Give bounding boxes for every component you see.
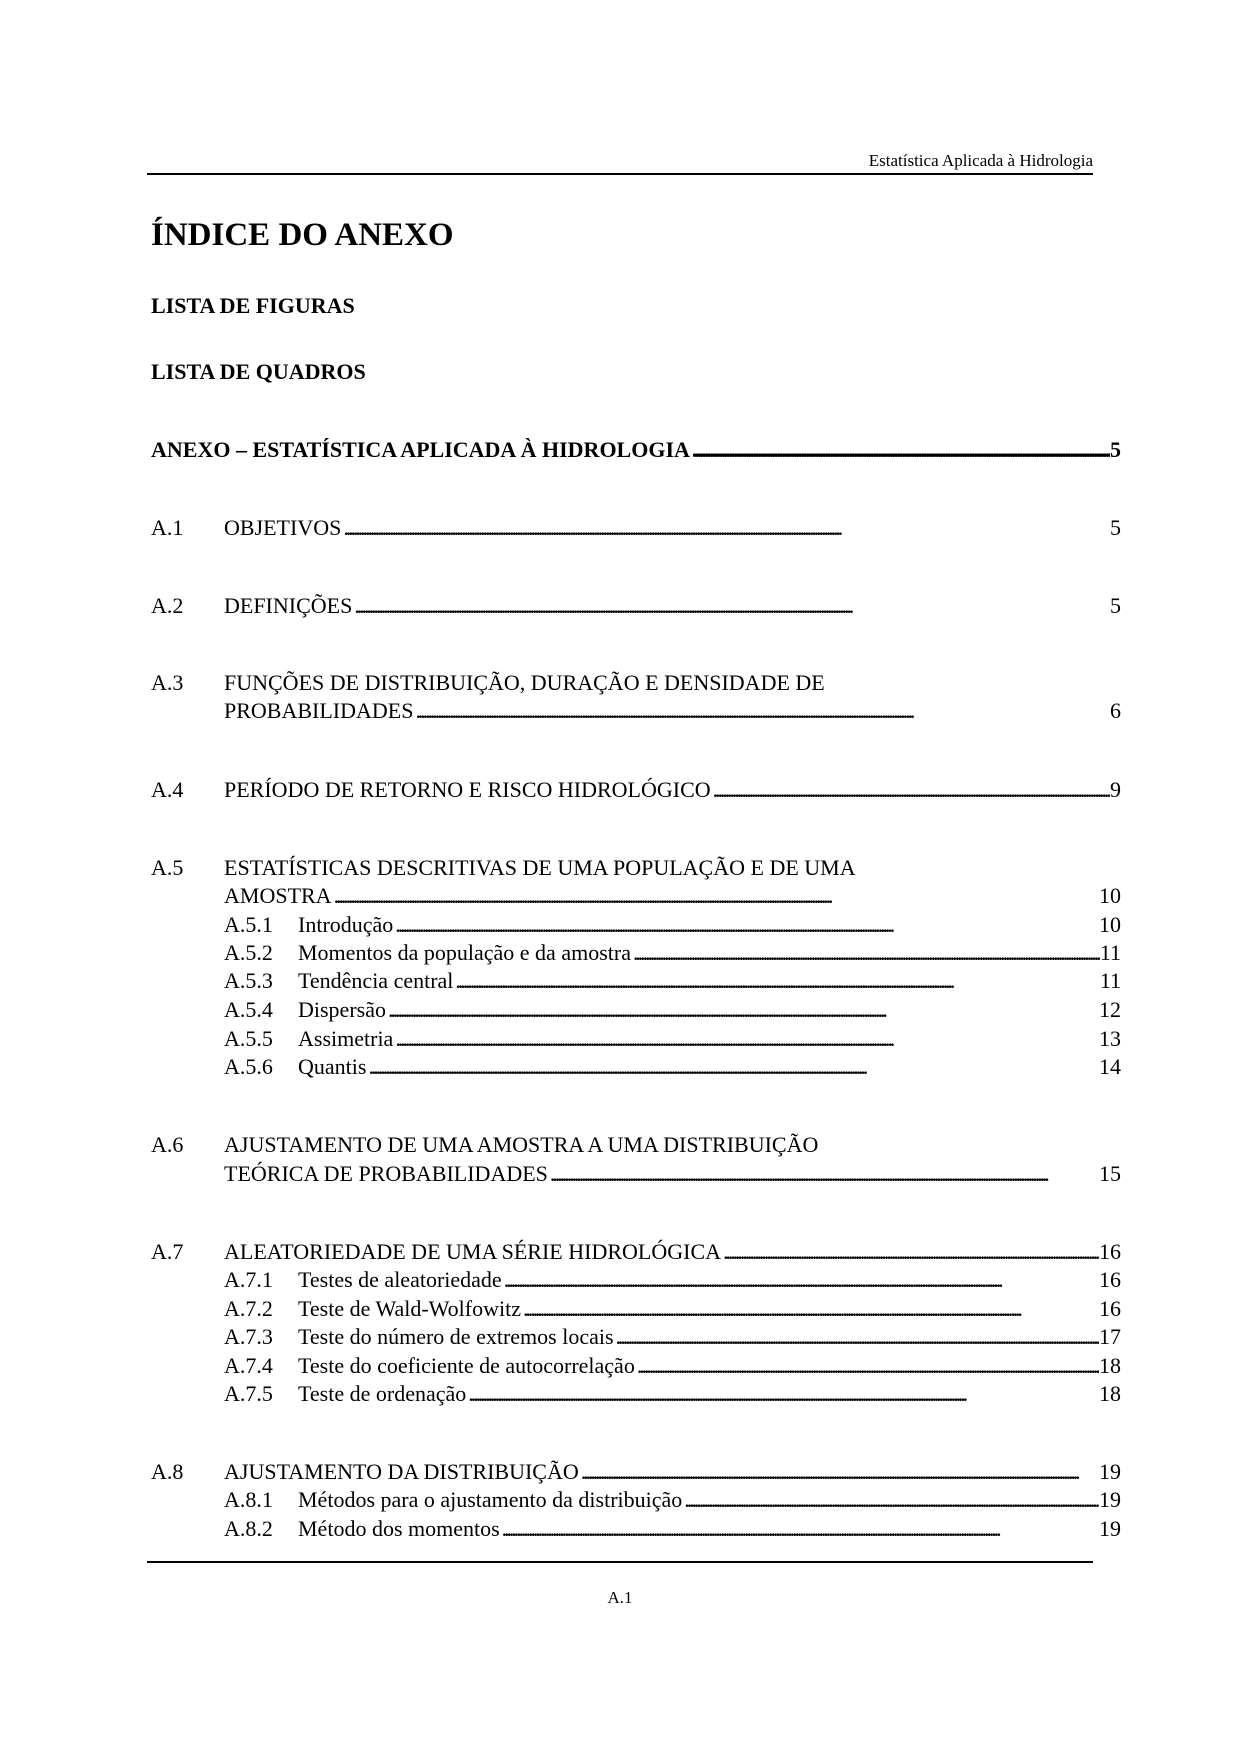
dot-leader (393, 911, 1099, 939)
dot-leader (341, 514, 1110, 542)
toc-subentry-title: Métodos para o ajustamento da distribuição (298, 1487, 683, 1512)
toc-subsection-code: A.7.4 (224, 1353, 273, 1378)
dot-leader (614, 1323, 1099, 1351)
toc-subentry-page: 16 (1099, 1267, 1121, 1292)
toc-subsection-code: A.7.2 (224, 1296, 273, 1321)
toc-subentry-a7-2[interactable] (298, 1295, 1121, 1323)
toc-entry-a3[interactable] (224, 697, 1121, 725)
dot-leader (721, 1238, 1099, 1266)
toc-entry-title: AJUSTAMENTO DA DISTRIBUIÇÃO (224, 1459, 579, 1484)
toc-subentry-page: 11 (1099, 940, 1121, 965)
dot-leader (352, 592, 1110, 620)
toc-subentry-a5-4[interactable] (298, 996, 1121, 1024)
toc-subentry-title: Método dos momentos (298, 1516, 500, 1541)
toc-subentry-page: 17 (1099, 1324, 1121, 1349)
toc-subsection-code: A.7.1 (224, 1267, 273, 1292)
toc-subentry-page: 13 (1099, 1026, 1121, 1051)
toc-entry-title: DEFINIÇÕES (224, 593, 353, 618)
toc-entry-a5[interactable] (224, 882, 1121, 910)
toc-section-code: A.2 (151, 593, 184, 618)
toc-entry-title: TEÓRICA DE PROBABILIDADES (224, 1161, 548, 1186)
dot-leader (521, 1295, 1099, 1323)
toc-subentry-page: 14 (1099, 1054, 1121, 1079)
running-header: Estatística Aplicada à Hidrologia (868, 151, 1093, 170)
toc-subentry-a8-2[interactable] (298, 1515, 1121, 1543)
toc-subsection-code: A.7.3 (224, 1324, 273, 1349)
toc-subentry-a5-2[interactable] (298, 939, 1121, 967)
toc-subentry-a7-5[interactable] (298, 1380, 1121, 1408)
toc-entry-title-line1[interactable]: FUNÇÕES DE DISTRIBUIÇÃO, DURAÇÃO E DENSIDADE DE (224, 670, 825, 695)
dot-leader (711, 776, 1110, 804)
header-rule (147, 173, 1093, 175)
toc-subentry-page: 12 (1099, 997, 1121, 1022)
toc-entry-a8[interactable] (224, 1458, 1121, 1486)
dot-leader (453, 967, 1099, 995)
toc-subentry-title: Teste do número de extremos locais (298, 1324, 614, 1349)
toc-subentry-a7-1[interactable] (298, 1266, 1121, 1294)
toc-subsection-code: A.5.1 (224, 912, 273, 937)
toc-subentry-page: 16 (1099, 1296, 1121, 1321)
toc-entry-page: 5 (1110, 593, 1121, 618)
toc-subsection-code: A.8.1 (224, 1487, 273, 1512)
toc-entry-page: 19 (1099, 1459, 1121, 1484)
toc-subentry-a5-1[interactable] (298, 911, 1121, 939)
toc-section-code: A.8 (151, 1459, 184, 1484)
page-title: ÍNDICE DO ANEXO (151, 217, 454, 253)
list-of-figures-heading: LISTA DE FIGURAS (151, 293, 355, 318)
dot-leader (386, 996, 1099, 1024)
toc-entry-title: PERÍODO DE RETORNO E RISCO HIDROLÓGICO (224, 777, 711, 802)
dot-leader (579, 1458, 1099, 1486)
toc-section-code: A.3 (151, 670, 184, 695)
toc-subsection-code: A.8.2 (224, 1516, 273, 1541)
toc-subentry-title: Introdução (298, 912, 394, 937)
toc-entry-page: 16 (1099, 1239, 1121, 1264)
dot-leader (690, 436, 1110, 464)
toc-subentry-a7-4[interactable] (298, 1352, 1121, 1380)
toc-subentry-page: 19 (1099, 1516, 1121, 1541)
toc-entry-page: 9 (1110, 777, 1121, 802)
toc-entry-a7[interactable] (224, 1238, 1121, 1266)
dot-leader (393, 1025, 1099, 1053)
list-of-tables-heading: LISTA DE QUADROS (151, 359, 366, 384)
toc-entry-a2[interactable] (224, 592, 1121, 620)
toc-subentry-a5-6[interactable] (298, 1053, 1121, 1081)
toc-entry-a4[interactable] (224, 776, 1121, 804)
dot-leader (631, 939, 1100, 967)
toc-annex-title: ANEXO – ESTATÍSTICA APLICADA À HIDROLOGIA (151, 437, 690, 462)
toc-subentry-a5-5[interactable] (298, 1025, 1121, 1053)
toc-subentry-page: 18 (1099, 1353, 1121, 1378)
toc-subentry-title: Quantis (298, 1054, 367, 1079)
toc-subsection-code: A.5.4 (224, 997, 273, 1022)
toc-entry-a6[interactable] (224, 1160, 1121, 1188)
toc-section-code: A.1 (151, 515, 184, 540)
dot-leader (502, 1266, 1099, 1294)
toc-section-code: A.5 (151, 855, 184, 880)
dot-leader (466, 1380, 1099, 1408)
toc-entry-title: PROBABILIDADES (224, 698, 414, 723)
toc-annex-page: 5 (1110, 437, 1121, 462)
toc-entry-page: 5 (1110, 515, 1121, 540)
toc-subentry-a8-1[interactable] (298, 1486, 1121, 1514)
toc-section-code: A.7 (151, 1239, 184, 1264)
toc-entry-page: 15 (1099, 1161, 1121, 1186)
toc-subentry-title: Teste de Wald-Wolfowitz (298, 1296, 521, 1321)
toc-subentry-a5-3[interactable] (298, 967, 1121, 995)
toc-entry-page: 10 (1099, 883, 1121, 908)
toc-section-code: A.6 (151, 1132, 184, 1157)
toc-subentry-title: Assimetria (298, 1026, 394, 1051)
toc-entry-title-line1[interactable]: ESTATÍSTICAS DESCRITIVAS DE UMA POPULAÇÃO E DE UMA (224, 855, 856, 880)
toc-entry-title-line1[interactable]: AJUSTAMENTO DE UMA AMOSTRA A UMA DISTRIBUIÇÃO (224, 1132, 819, 1157)
dot-leader (413, 697, 1110, 725)
dot-leader (332, 882, 1099, 910)
toc-subentry-page: 18 (1099, 1381, 1121, 1406)
toc-section-code: A.4 (151, 777, 184, 802)
toc-subentry-page: 19 (1099, 1487, 1121, 1512)
toc-subentry-page: 10 (1099, 912, 1121, 937)
toc-entry-a1[interactable] (224, 514, 1121, 542)
toc-subentry-a7-3[interactable] (298, 1323, 1121, 1351)
toc-subsection-code: A.5.6 (224, 1054, 273, 1079)
footer-rule (147, 1561, 1093, 1563)
toc-subentry-title: Testes de aleatoriedade (298, 1267, 502, 1292)
dot-leader (500, 1515, 1099, 1543)
toc-subsection-code: A.5.3 (224, 968, 273, 993)
toc-subentry-title: Teste do coeficiente de autocorrelação (298, 1353, 635, 1378)
toc-annex-entry[interactable] (151, 436, 1121, 464)
toc-subentry-title: Momentos da população e da amostra (298, 940, 631, 965)
toc-subentry-title: Tendência central (298, 968, 454, 993)
toc-subsection-code: A.7.5 (224, 1381, 273, 1406)
toc-subentry-page: 11 (1099, 968, 1121, 993)
toc-subsection-code: A.5.2 (224, 940, 273, 965)
dot-leader (548, 1160, 1099, 1188)
dot-leader (366, 1053, 1099, 1081)
toc-entry-title: AMOSTRA (224, 883, 332, 908)
toc-subentry-title: Teste de ordenação (298, 1381, 467, 1406)
toc-subsection-code: A.5.5 (224, 1026, 273, 1051)
dot-leader (635, 1352, 1099, 1380)
toc-entry-title: OBJETIVOS (224, 515, 342, 540)
toc-entry-page: 6 (1110, 698, 1121, 723)
dot-leader (682, 1486, 1099, 1514)
toc-entry-title: ALEATORIEDADE DE UMA SÉRIE HIDROLÓGICA (224, 1239, 722, 1264)
page-number: A.1 (607, 1588, 633, 1607)
toc-subentry-title: Dispersão (298, 997, 386, 1022)
